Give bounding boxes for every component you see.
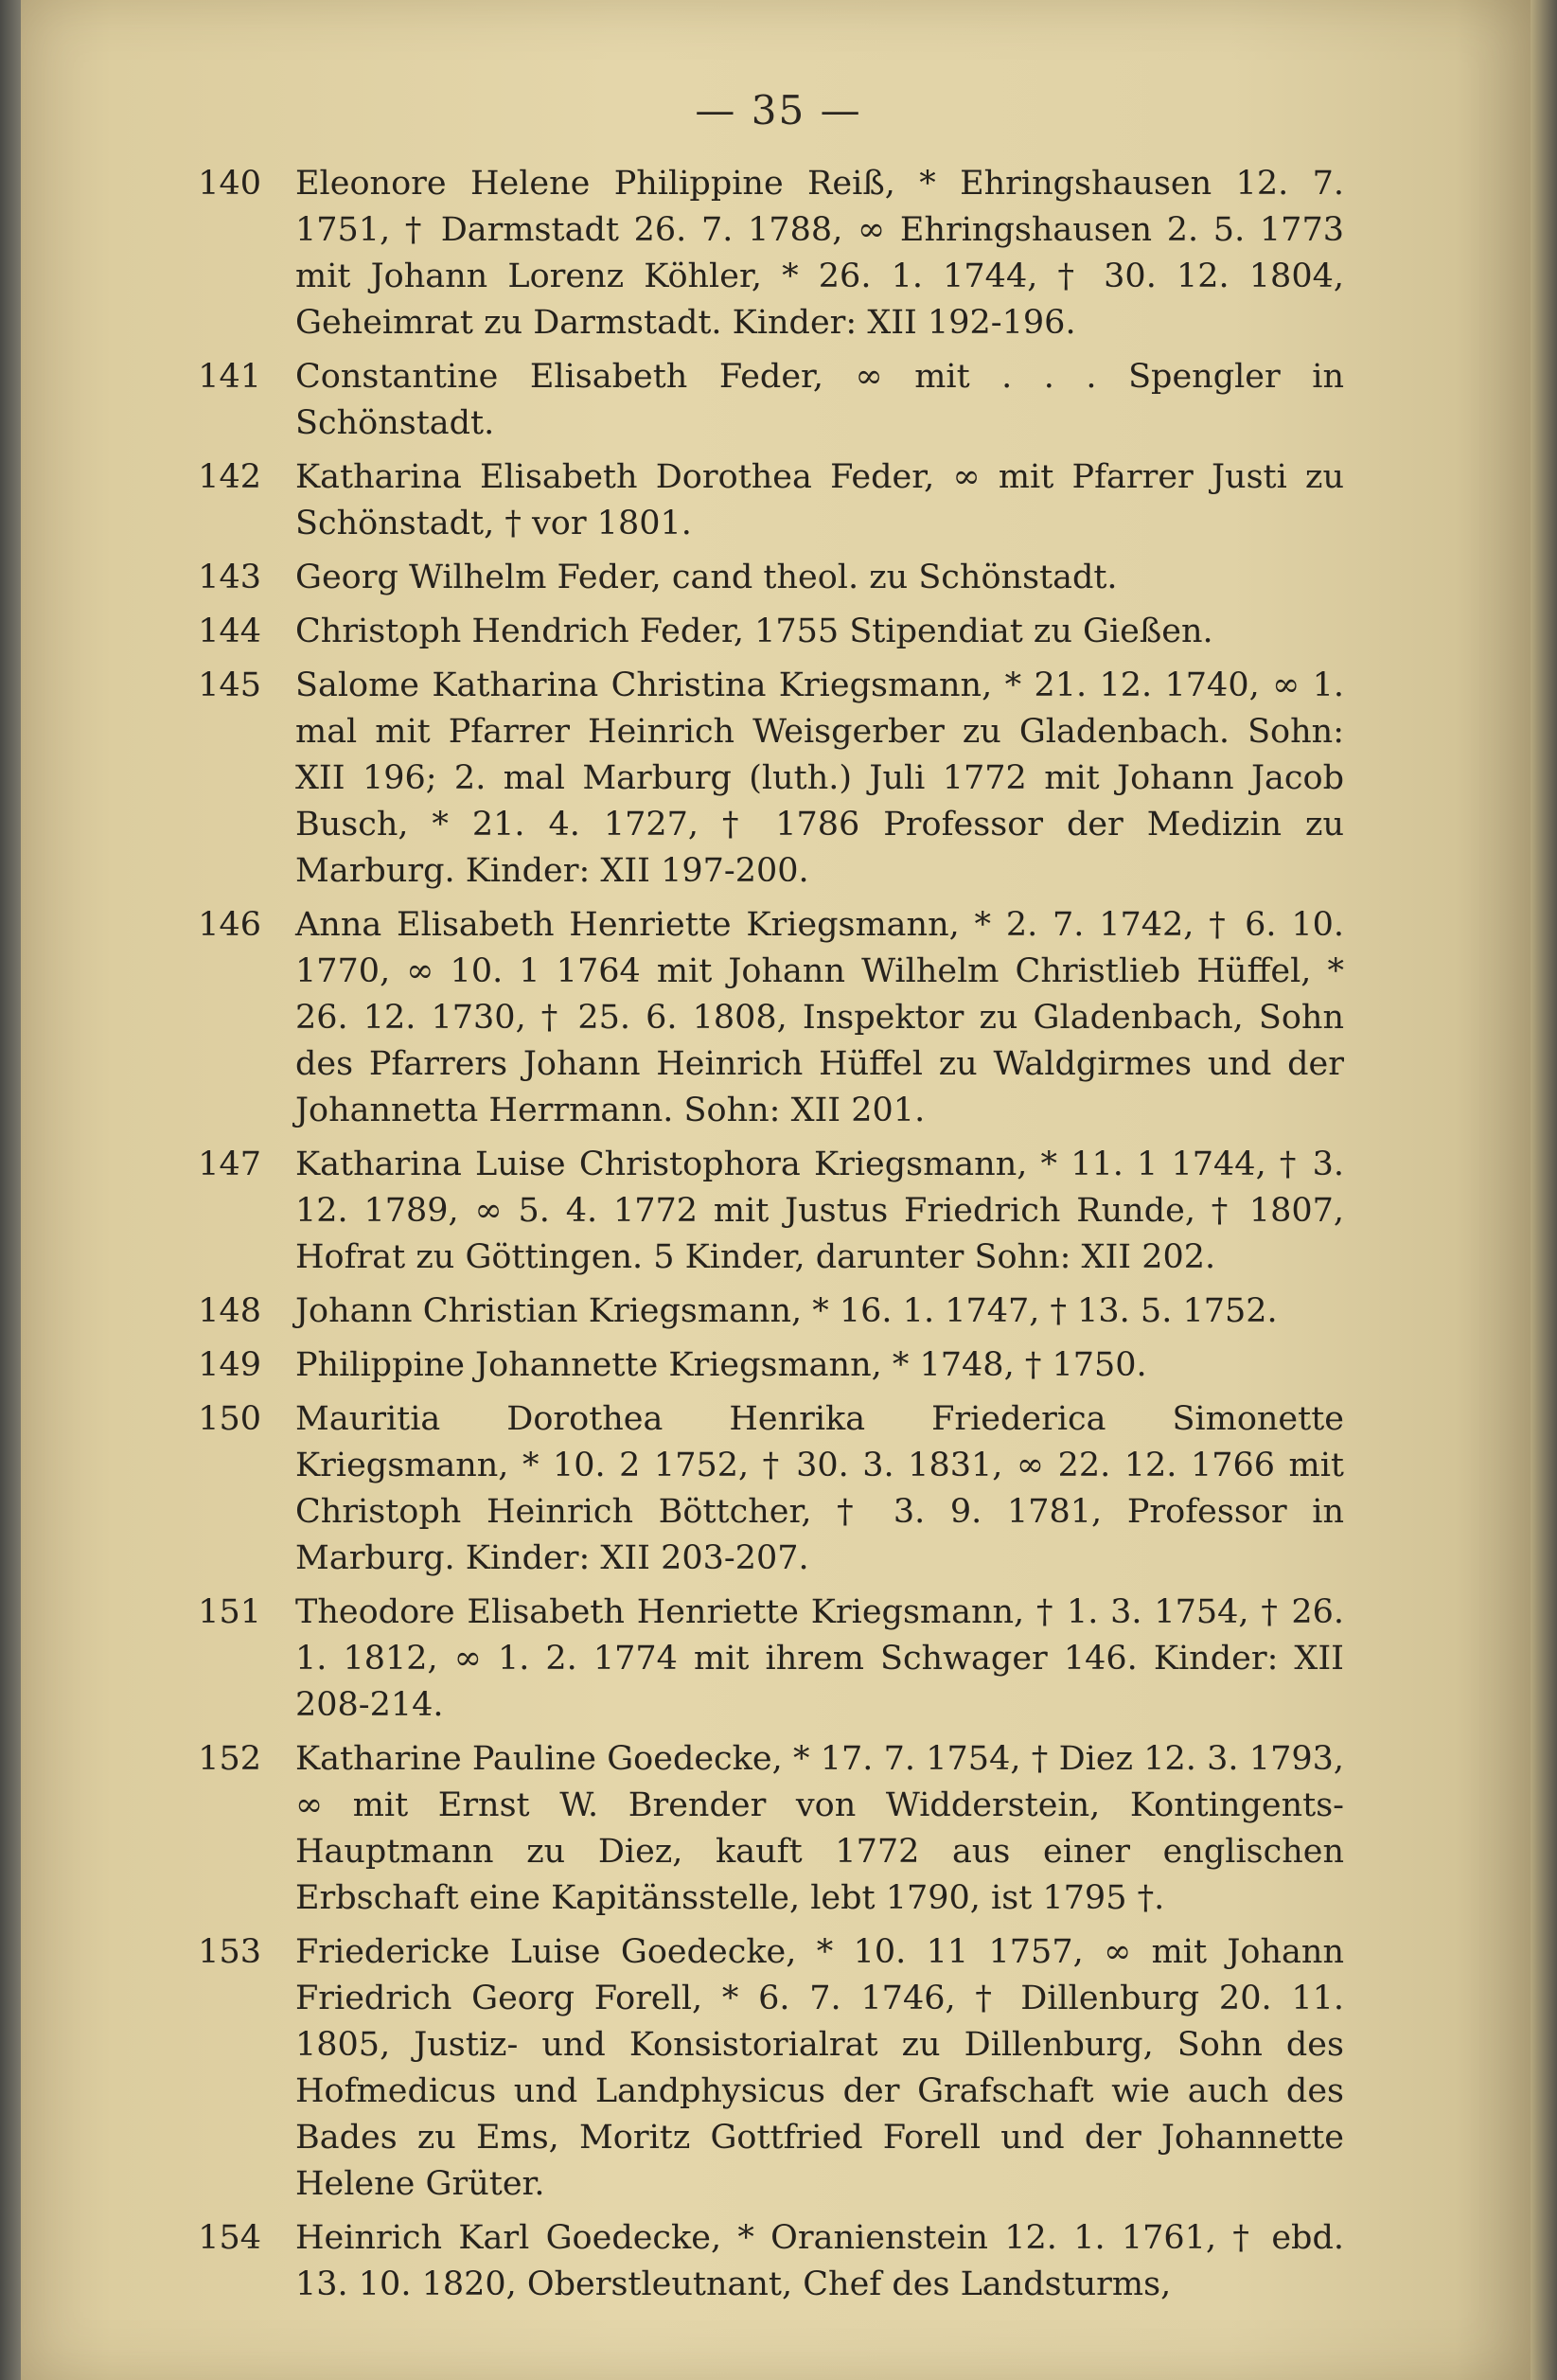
entry-number: 143 — [198, 559, 261, 596]
entry-number: 148 — [198, 1292, 261, 1330]
book-spine-shadow — [0, 0, 21, 2380]
page-number: — 35 — — [695, 87, 862, 133]
entry-145 — [170, 663, 1344, 895]
entry-text: Katharine Pauline Goedecke, * 17. 7. 1754, † Diez 12. 3. 1793, ∞ mit Ernst W. Brender von Widderstein, Kontingents-Hauptmann zu Diez, kauft 1772 aus einer englischen Erbschaft eine Kapitänsstelle, lebt 1790, ist 1795 †. — [295, 1740, 1344, 1917]
entry-number: 140 — [198, 165, 261, 203]
entry-text: Georg Wilhelm Feder, cand theol. zu Schönstadt. — [295, 559, 1118, 596]
entry-number: 152 — [198, 1740, 261, 1778]
entry-150 — [170, 1396, 1344, 1582]
entry-number: 142 — [198, 458, 261, 496]
entry-153 — [170, 1929, 1344, 2208]
entry-text: Katharina Elisabeth Dorothea Feder, ∞ mit Pfarrer Justi zu Schönstadt, † vor 1801. — [295, 458, 1344, 542]
entry-text: Christoph Hendrich Feder, 1755 Stipendiat zu Gießen. — [295, 613, 1213, 650]
entry-text: Constantine Elisabeth Feder, ∞ mit . . . Spengler in Schönstadt. — [295, 358, 1344, 442]
entry-148 — [170, 1288, 1344, 1335]
entry-number: 141 — [198, 358, 261, 396]
entry-number: 146 — [198, 906, 261, 944]
entry-text: Heinrich Karl Goedecke, * Oranienstein 12. 1. 1761, † ebd. 13. 10. 1820, Oberstleutnant, Chef des Landsturms, — [295, 2219, 1344, 2303]
entry-text: Anna Elisabeth Henriette Kriegsmann, * 2. 7. 1742, † 6. 10. 1770, ∞ 10. 1 1764 mit Johann Wilhelm Christlieb Hüffel, * 26. 12. 1730, † 25. 6. 1808, Inspektor zu Gladenbach, Sohn des Pfarrers Johann Heinrich Hüffel zu Waldgirmes und der Johannetta Herrmann. Sohn: XII 201. — [295, 906, 1344, 1129]
entry-number: 145 — [198, 666, 261, 704]
entry-143 — [170, 555, 1344, 601]
entry-146 — [170, 902, 1344, 1134]
entry-147 — [170, 1142, 1344, 1281]
entry-text: Johann Christian Kriegsmann, * 16. 1. 1747, † 13. 5. 1752. — [295, 1292, 1278, 1330]
entry-text: Katharina Luise Christophora Kriegsmann, * 11. 1 1744, † 3. 12. 1789, ∞ 5. 4. 1772 mit Justus Friedrich Runde, † 1807, Hofrat zu Göttingen. 5 Kinder, darunter Sohn: XII 202. — [295, 1146, 1344, 1276]
entry-text: Mauritia Dorothea Henrika Friederica Simonette Kriegsmann, * 10. 2 1752, † 30. 3. 1831, ∞ 22. 12. 1766 mit Christoph Heinrich Böttcher, † 3. 9. 1781, Professor in Marburg. Kinder: XII 203-207. — [295, 1400, 1344, 1577]
entry-text: Friedericke Luise Goedecke, * 10. 11 1757, ∞ mit Johann Friedrich Georg Forell, * 6. 7. 1746, † Dillenburg 20. 11. 1805, Justiz- und Konsistorialrat zu Dillenburg, Sohn des Hofmedicus und Landphysicus der Grafschaft wie auch des Bades zu Ems, Moritz Gottfried Forell und der Johannette Helene Grüter. — [295, 1933, 1344, 2203]
entry-number: 144 — [198, 613, 261, 650]
entry-number: 150 — [198, 1400, 261, 1438]
entry-151 — [170, 1590, 1344, 1729]
genealogy-entries — [170, 161, 1344, 2316]
entry-text: Salome Katharina Christina Kriegsmann, * 21. 12. 1740, ∞ 1. mal mit Pfarrer Heinrich Weisgerber zu Gladenbach. Sohn: XII 196; 2. mal Marburg (luth.) Juli 1772 mit Johann Jacob Busch, * 21. 4. 1727, † 1786 Professor der Medizin zu Marburg. Kinder: XII 197-200. — [295, 666, 1344, 890]
entry-number: 154 — [198, 2219, 261, 2257]
entry-149 — [170, 1342, 1344, 1389]
entry-number: 151 — [198, 1593, 261, 1631]
entry-text: Philippine Johannette Kriegsmann, * 1748, † 1750. — [295, 1346, 1147, 1384]
entry-text: Eleonore Helene Philippine Reiß, * Ehringshausen 12. 7. 1751, † Darmstadt 26. 7. 1788, ∞ Ehringshausen 2. 5. 1773 mit Johann Lorenz Köhler, * 26. 1. 1744, † 30. 12. 1804, Geheimrat zu Darmstadt. Kinder: XII 192-196. — [295, 165, 1344, 342]
entry-142 — [170, 454, 1344, 547]
entry-text: Theodore Elisabeth Henriette Kriegsmann, † 1. 3. 1754, † 26. 1. 1812, ∞ 1. 2. 1774 mit ihrem Schwager 146. Kinder: XII 208-214. — [295, 1593, 1344, 1724]
entry-number: 147 — [198, 1146, 261, 1183]
entry-144 — [170, 609, 1344, 655]
page-edge-shadow — [1530, 0, 1557, 2380]
entry-number: 153 — [198, 1933, 261, 1971]
entry-number: 149 — [198, 1346, 261, 1384]
entry-154 — [170, 2215, 1344, 2308]
entry-141 — [170, 354, 1344, 447]
entry-152 — [170, 1736, 1344, 1922]
entry-140 — [170, 161, 1344, 346]
